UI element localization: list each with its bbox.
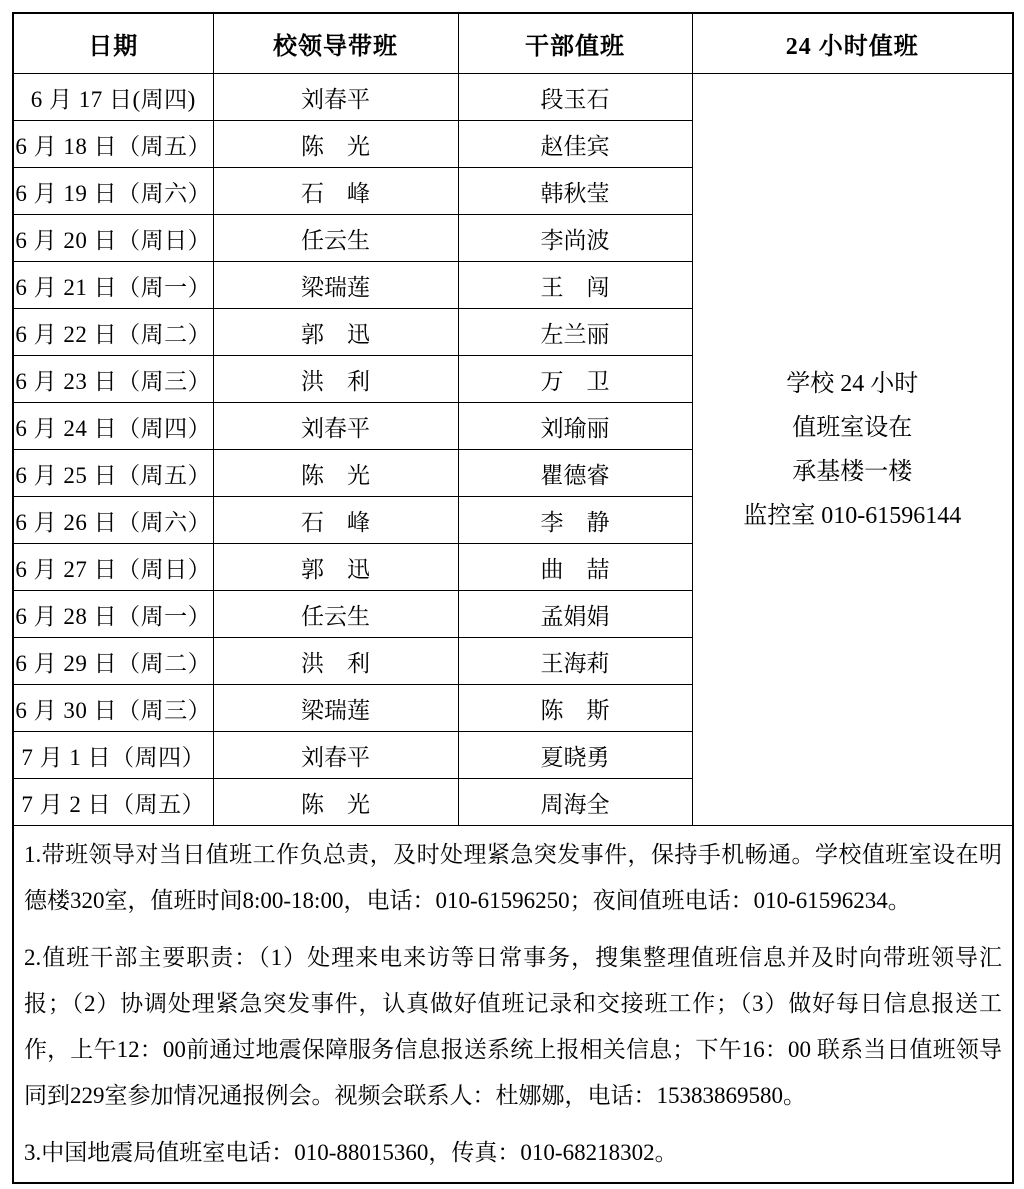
cadre-cell: 曲 喆 xyxy=(458,544,692,591)
date-cell: 7 月 2 日（周五） xyxy=(13,779,213,826)
cadre-cell: 夏晓勇 xyxy=(458,732,692,779)
leader-cell: 洪 利 xyxy=(213,638,458,685)
date-cell: 6 月 28 日（周一） xyxy=(13,591,213,638)
cadre-cell: 段玉石 xyxy=(458,74,692,121)
date-cell: 6 月 29 日（周二） xyxy=(13,638,213,685)
leader-cell: 郭 迅 xyxy=(213,544,458,591)
duty24-cell xyxy=(692,74,1013,826)
header-duty24: 24 小时值班 xyxy=(692,13,1013,74)
header-leader: 校领导带班 xyxy=(213,13,458,74)
cadre-cell: 周海全 xyxy=(458,779,692,826)
note-2: 2.值班干部主要职责：（1）处理来电来访等日常事务，搜集整理值班信息并及时向带班领导汇报；（2）协调处理紧急突发事件，认真做好值班记录和交接班工作；（3）做好每日信息报送工作，上午12：00前通过地震保障服务信息报送系统上报相关信息；下午16：00 联系当日值班领导同到229室参加情况通报例会。视频会联系人：杜娜娜，电话：15383869580。 xyxy=(24,945,1003,1108)
leader-cell: 陈 光 xyxy=(213,450,458,497)
duty24-line: 承基楼一楼 xyxy=(792,458,913,485)
leader-cell: 任云生 xyxy=(213,591,458,638)
date-cell: 6 月 21 日（周一） xyxy=(13,262,213,309)
cadre-cell: 万 卫 xyxy=(458,356,692,403)
cadre-cell: 王 闯 xyxy=(458,262,692,309)
leader-cell: 梁瑞莲 xyxy=(213,685,458,732)
cadre-cell: 陈 斯 xyxy=(458,685,692,732)
notes-cell xyxy=(13,826,1013,1184)
date-cell: 6 月 18 日（周五） xyxy=(13,121,213,168)
leader-cell: 陈 光 xyxy=(213,779,458,826)
cadre-cell: 王海莉 xyxy=(458,638,692,685)
date-cell: 6 月 19 日（周六） xyxy=(13,168,213,215)
header-cadre: 干部值班 xyxy=(458,13,692,74)
duty-schedule-document xyxy=(12,12,1014,1184)
leader-cell: 洪 利 xyxy=(213,356,458,403)
leader-cell: 梁瑞莲 xyxy=(213,262,458,309)
duty24-line: 学校 24 小时 xyxy=(786,370,919,397)
date-cell: 6 月 17 日(周四) xyxy=(13,74,213,121)
cadre-cell: 刘瑜丽 xyxy=(458,403,692,450)
header-date: 日期 xyxy=(13,13,213,74)
cadre-cell: 韩秋莹 xyxy=(458,168,692,215)
leader-cell: 刘春平 xyxy=(213,403,458,450)
cadre-cell: 左兰丽 xyxy=(458,309,692,356)
leader-cell: 刘春平 xyxy=(213,732,458,779)
date-cell: 6 月 25 日（周五） xyxy=(13,450,213,497)
leader-cell: 石 峰 xyxy=(213,497,458,544)
date-cell: 6 月 24 日（周四） xyxy=(13,403,213,450)
cadre-cell: 瞿德睿 xyxy=(458,450,692,497)
date-cell: 6 月 22 日（周二） xyxy=(13,309,213,356)
duty-schedule-table xyxy=(12,12,1014,1184)
leader-cell: 陈 光 xyxy=(213,121,458,168)
duty24-line: 监控室 010-61596144 xyxy=(743,502,962,529)
cadre-cell: 李 静 xyxy=(458,497,692,544)
cadre-cell: 李尚波 xyxy=(458,215,692,262)
note-1: 1.带班领导对当日值班工作负总责，及时处理紧急突发事件，保持手机畅通。学校值班室设在明德楼320室，值班时间8:00-18:00，电话：010-61596250；夜间值班电话：010-61596234。 xyxy=(24,842,1002,913)
leader-cell: 石 峰 xyxy=(213,168,458,215)
cadre-cell: 孟娟娟 xyxy=(458,591,692,638)
date-cell: 7 月 1 日（周四） xyxy=(13,732,213,779)
leader-cell: 任云生 xyxy=(213,215,458,262)
header-row xyxy=(13,13,1013,74)
date-cell: 6 月 30 日（周三） xyxy=(13,685,213,732)
duty24-line: 值班室设在 xyxy=(792,414,913,441)
date-cell: 6 月 20 日（周日） xyxy=(13,215,213,262)
note-3: 3.中国地震局值班室电话：010-88015360，传真：010-68218302。 xyxy=(24,1140,678,1165)
table-row xyxy=(13,74,1013,121)
date-cell: 6 月 27 日（周日） xyxy=(13,544,213,591)
leader-cell: 刘春平 xyxy=(213,74,458,121)
notes-row xyxy=(13,826,1013,1184)
cadre-cell: 赵佳宾 xyxy=(458,121,692,168)
leader-cell: 郭 迅 xyxy=(213,309,458,356)
date-cell: 6 月 23 日（周三） xyxy=(13,356,213,403)
date-cell: 6 月 26 日（周六） xyxy=(13,497,213,544)
